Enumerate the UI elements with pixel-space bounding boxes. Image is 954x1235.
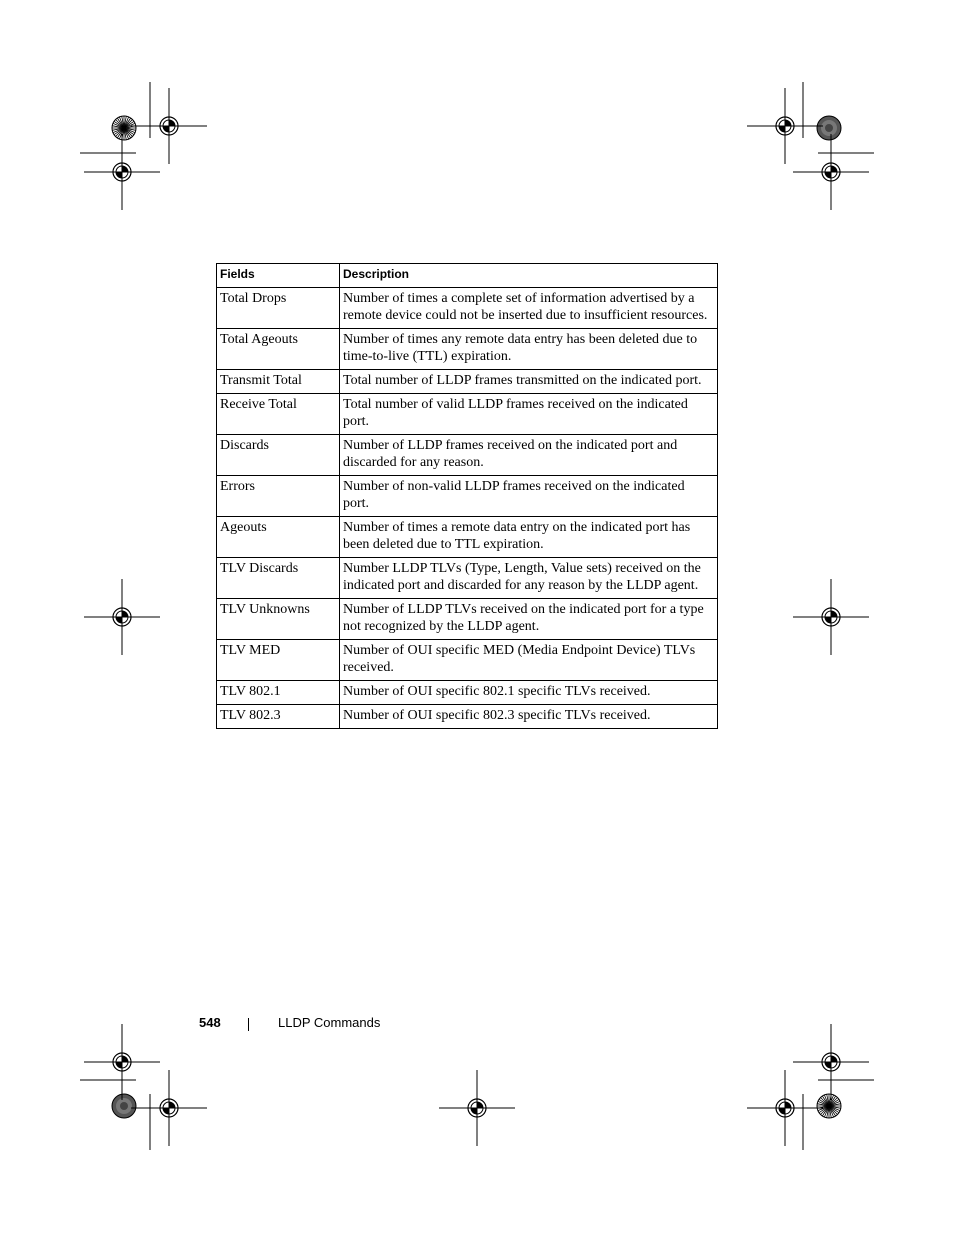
- column-header-fields: Fields: [217, 264, 340, 288]
- table-row: [217, 558, 718, 599]
- table-row: [217, 476, 718, 517]
- table-row: [217, 329, 718, 370]
- field-name: Ageouts: [217, 517, 340, 558]
- field-name: Errors: [217, 476, 340, 517]
- field-name: TLV Unknowns: [217, 599, 340, 640]
- field-description: Number of OUI specific 802.3 specific TLVs received.: [340, 705, 718, 729]
- table-row: [217, 517, 718, 558]
- field-description: Number of OUI specific 802.1 specific TLVs received.: [340, 681, 718, 705]
- field-name: TLV MED: [217, 640, 340, 681]
- field-description: Number of OUI specific MED (Media Endpoint Device) TLVs received.: [340, 640, 718, 681]
- field-description: Number of times a complete set of information advertised by a remote device could not be inserted due to insufficient resources.: [340, 288, 718, 329]
- table-row: [217, 435, 718, 476]
- table-header-row: [217, 264, 718, 288]
- field-description: Number of LLDP frames received on the indicated port and discarded for any reason.: [340, 435, 718, 476]
- table-row: [217, 640, 718, 681]
- footer-divider: [248, 1018, 249, 1031]
- table-row: [217, 288, 718, 329]
- page-number: 548: [199, 1015, 221, 1030]
- field-description: Number of times any remote data entry has been deleted due to time-to-live (TTL) expiration.: [340, 329, 718, 370]
- table-row: [217, 681, 718, 705]
- field-name: Total Ageouts: [217, 329, 340, 370]
- section-title: LLDP Commands: [278, 1015, 381, 1030]
- field-description: Number LLDP TLVs (Type, Length, Value sets) received on the indicated port and discarded for any reason by the LLDP agent.: [340, 558, 718, 599]
- field-name: TLV 802.3: [217, 705, 340, 729]
- lldp-fields-table: [216, 263, 718, 729]
- table-row: [217, 370, 718, 394]
- field-name: Discards: [217, 435, 340, 476]
- field-name: TLV Discards: [217, 558, 340, 599]
- column-header-description: Description: [340, 264, 718, 288]
- field-name: Transmit Total: [217, 370, 340, 394]
- field-name: Total Drops: [217, 288, 340, 329]
- page-footer: [0, 1015, 954, 1035]
- field-description: Number of LLDP TLVs received on the indicated port for a type not recognized by the LLDP agent.: [340, 599, 718, 640]
- table-row: [217, 394, 718, 435]
- table-row: [217, 705, 718, 729]
- field-description: Total number of LLDP frames transmitted on the indicated port.: [340, 370, 718, 394]
- field-description: Number of times a remote data entry on the indicated port has been deleted due to TTL expiration.: [340, 517, 718, 558]
- table-row: [217, 599, 718, 640]
- field-description: Total number of valid LLDP frames received on the indicated port.: [340, 394, 718, 435]
- field-description: Number of non-valid LLDP frames received on the indicated port.: [340, 476, 718, 517]
- field-name: TLV 802.1: [217, 681, 340, 705]
- field-name: Receive Total: [217, 394, 340, 435]
